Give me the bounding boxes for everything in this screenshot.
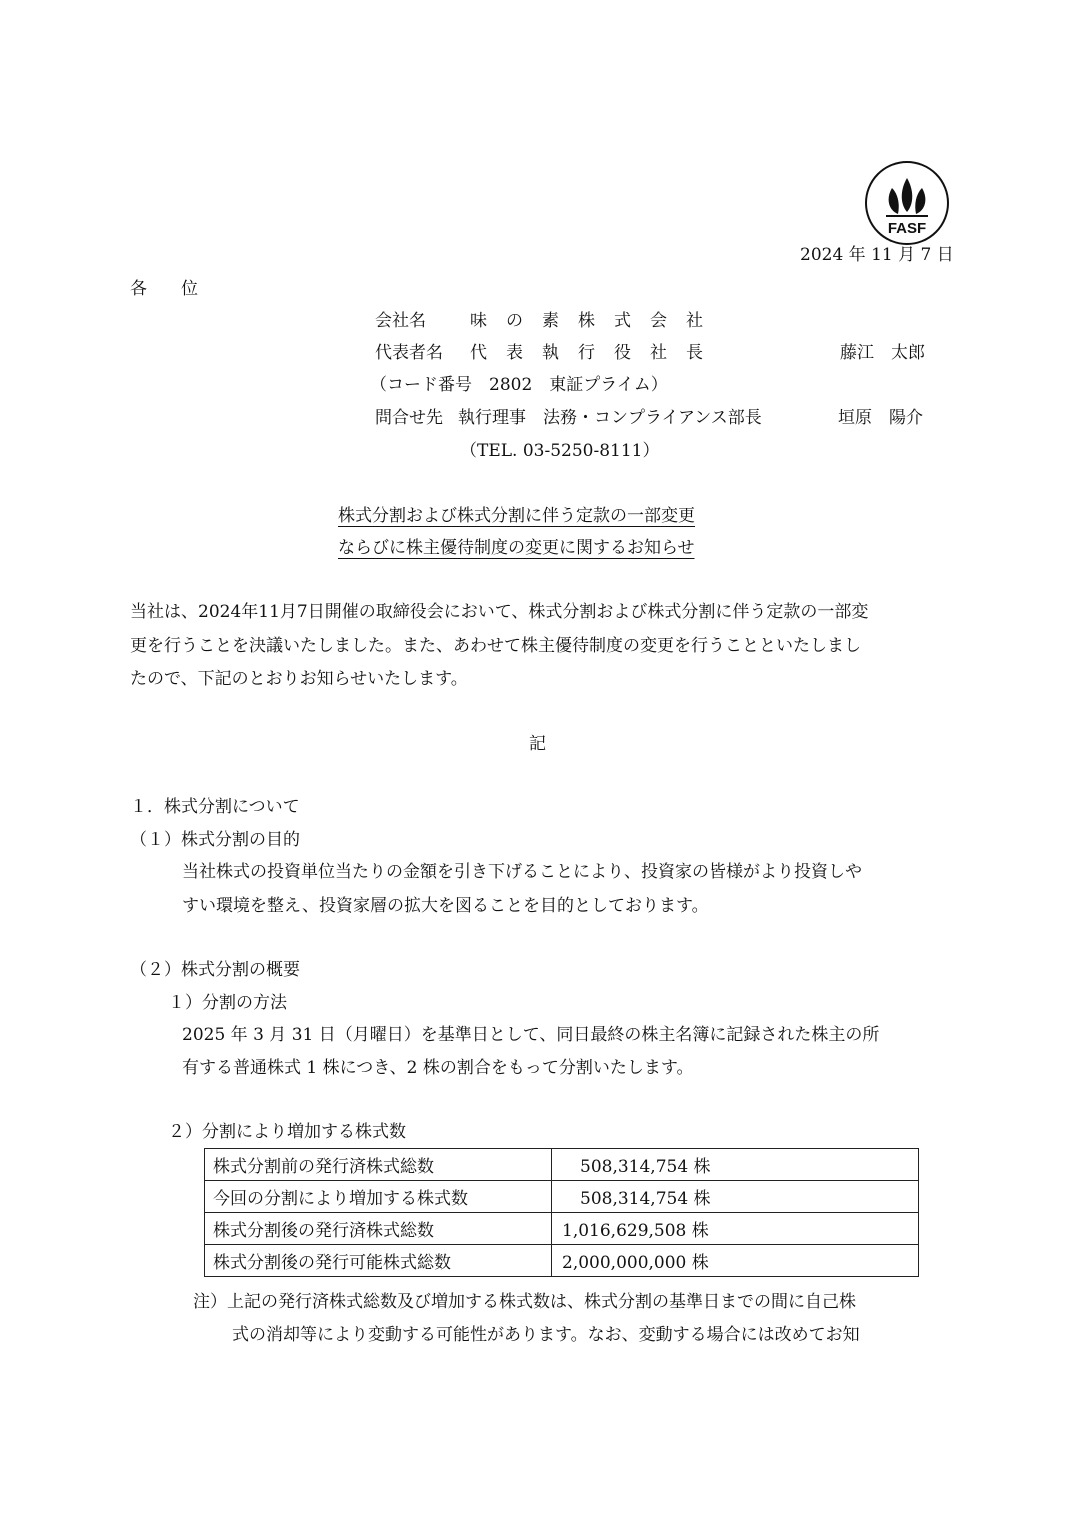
- share-count-table: [204, 1148, 919, 1277]
- intro-line-1: 当社は、2024年11月7日開催の取締役会において、株式分割および株式分割に伴う定款の一部変: [130, 602, 869, 622]
- item-2-heading: ２）分割により増加する株式数: [168, 1122, 406, 1142]
- item-1-line-2: 有する普通株式 1 株につき、2 株の割合をもって分割いたします。: [182, 1058, 694, 1078]
- subsection-2-heading: （２）株式分割の概要: [130, 960, 300, 980]
- row-label: 株式分割後の発行可能株式総数: [205, 1245, 552, 1277]
- ki-mark: 記: [529, 734, 546, 754]
- contact-title: 執行理事 法務・コンプライアンス部長: [458, 408, 762, 428]
- table-row: [205, 1213, 919, 1245]
- subsection-1-line-2: すい環境を整え、投資家層の拡大を図ることを目的としております。: [182, 896, 709, 916]
- svg-text:FASF: FASF: [887, 220, 927, 237]
- row-label: 株式分割後の発行済株式総数: [205, 1213, 552, 1245]
- row-label: 今回の分割により増加する株式数: [205, 1181, 552, 1213]
- representative-name: 藤江 太郎: [840, 343, 925, 363]
- table-row: [205, 1181, 919, 1213]
- representative-label: 代表者名: [375, 343, 443, 363]
- table-row: [205, 1245, 919, 1277]
- row-value: 1,016,629,508 株: [552, 1213, 919, 1245]
- subsection-1-line-1: 当社株式の投資単位当たりの金額を引き下げることにより、投資家の皆様がより投資しや: [182, 862, 862, 882]
- section-1-heading: １．株式分割について: [130, 797, 300, 817]
- contact-name: 垣原 陽介: [838, 408, 923, 428]
- row-value: 508,314,754 株: [552, 1149, 919, 1181]
- intro-line-3: たので、下記のとおりお知らせいたします。: [130, 669, 468, 689]
- title-line-2: ならびに株主優待制度の変更に関するお知らせ: [338, 538, 695, 558]
- contact-label: 問合せ先: [375, 408, 443, 428]
- subsection-1-heading: （１）株式分割の目的: [130, 830, 300, 850]
- stock-code: （コード番号 2802 東証プライム）: [370, 375, 668, 395]
- fasf-seal-logo: [864, 160, 950, 246]
- document-date: 2024 年 11 月 7 日: [800, 245, 954, 265]
- row-value: 508,314,754 株: [552, 1181, 919, 1213]
- table-row: [205, 1149, 919, 1181]
- item-1-line-1: 2025 年 3 月 31 日（月曜日）を基準日として、同日最終の株主名簿に記録された株主の所: [182, 1025, 880, 1045]
- addressee: 各 位: [130, 279, 198, 299]
- contact-phone: （TEL. 03-5250-8111）: [460, 441, 660, 461]
- title-line-1: 株式分割および株式分割に伴う定款の一部変更: [338, 506, 695, 526]
- row-label: 株式分割前の発行済株式総数: [205, 1149, 552, 1181]
- item-1-heading: １）分割の方法: [168, 993, 287, 1013]
- company-name: 味の素株式会社: [470, 311, 722, 331]
- note-line-1: 注）上記の発行済株式総数及び増加する株式数は、株式分割の基準日までの間に自己株: [193, 1292, 856, 1312]
- row-value: 2,000,000,000 株: [552, 1245, 919, 1277]
- intro-line-2: 更を行うことを決議いたしました。また、あわせて株主優待制度の変更を行うことといたしまし: [130, 636, 861, 656]
- note-line-2: 式の消却等により変動する可能性があります。なお、変動する場合には改めてお知: [232, 1325, 860, 1345]
- company-name-label: 会社名: [375, 311, 426, 331]
- representative-title: 代表執行役社長: [470, 343, 722, 363]
